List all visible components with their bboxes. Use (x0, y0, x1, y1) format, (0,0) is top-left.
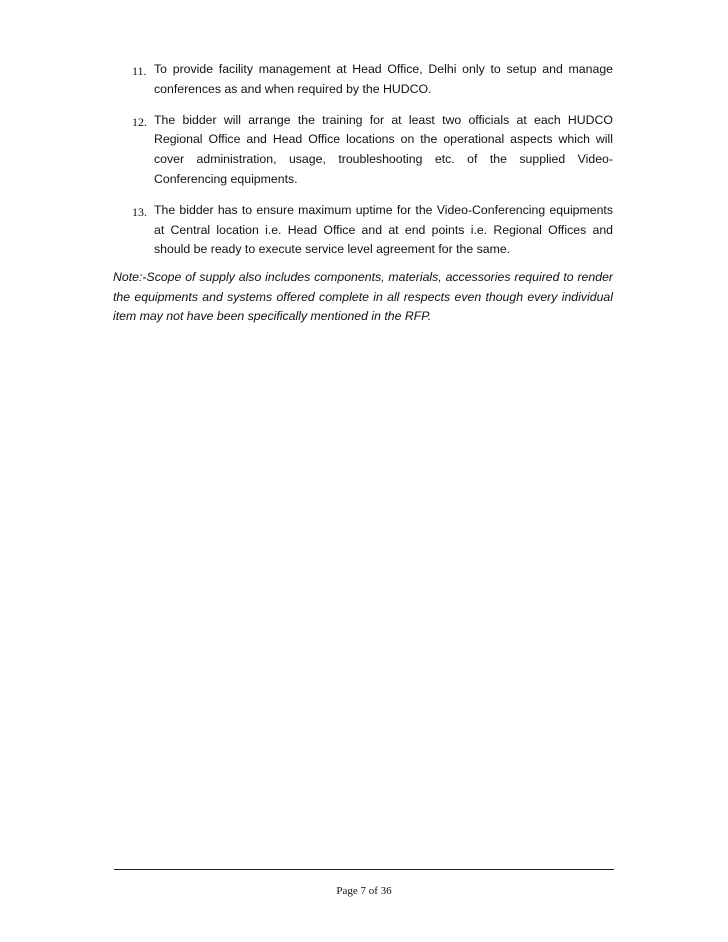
numbered-list (113, 60, 613, 271)
list-item (113, 111, 613, 190)
list-item-number: 11. (132, 64, 147, 78)
list-item-number: 13. (132, 204, 147, 219)
list-item-text: The bidder has to ensure maximum uptime for the Video-Conferencing equipments at Central location i.e. Head Office and at end points i.e. Regional Offices and should be ready to execute service level agreement for the same. (154, 202, 613, 257)
list-item (113, 201, 613, 260)
footer-divider (114, 869, 614, 870)
list-item-text: To provide facility management at Head Office, Delhi only to setup and manage conferences as and when required by the HUDCO. (154, 62, 613, 96)
list-item-text: The bidder will arrange the training for at least two officials at each HUDCO Regional Office and Head Office locations on the operational aspects which will cover administration, usage, troubleshooting etc. of the supplied Video-Conferencing equipments. (154, 112, 613, 186)
page-number: Page 7 of 36 (336, 885, 392, 897)
list-item-number: 12. (132, 114, 147, 129)
list-item (113, 60, 613, 100)
scope-note: Note:-Scope of supply also includes components, materials, accessories required to render the equipments and systems offered complete in all respects even though every individual item may not have been specifically mentioned in the RFP. (113, 270, 613, 324)
